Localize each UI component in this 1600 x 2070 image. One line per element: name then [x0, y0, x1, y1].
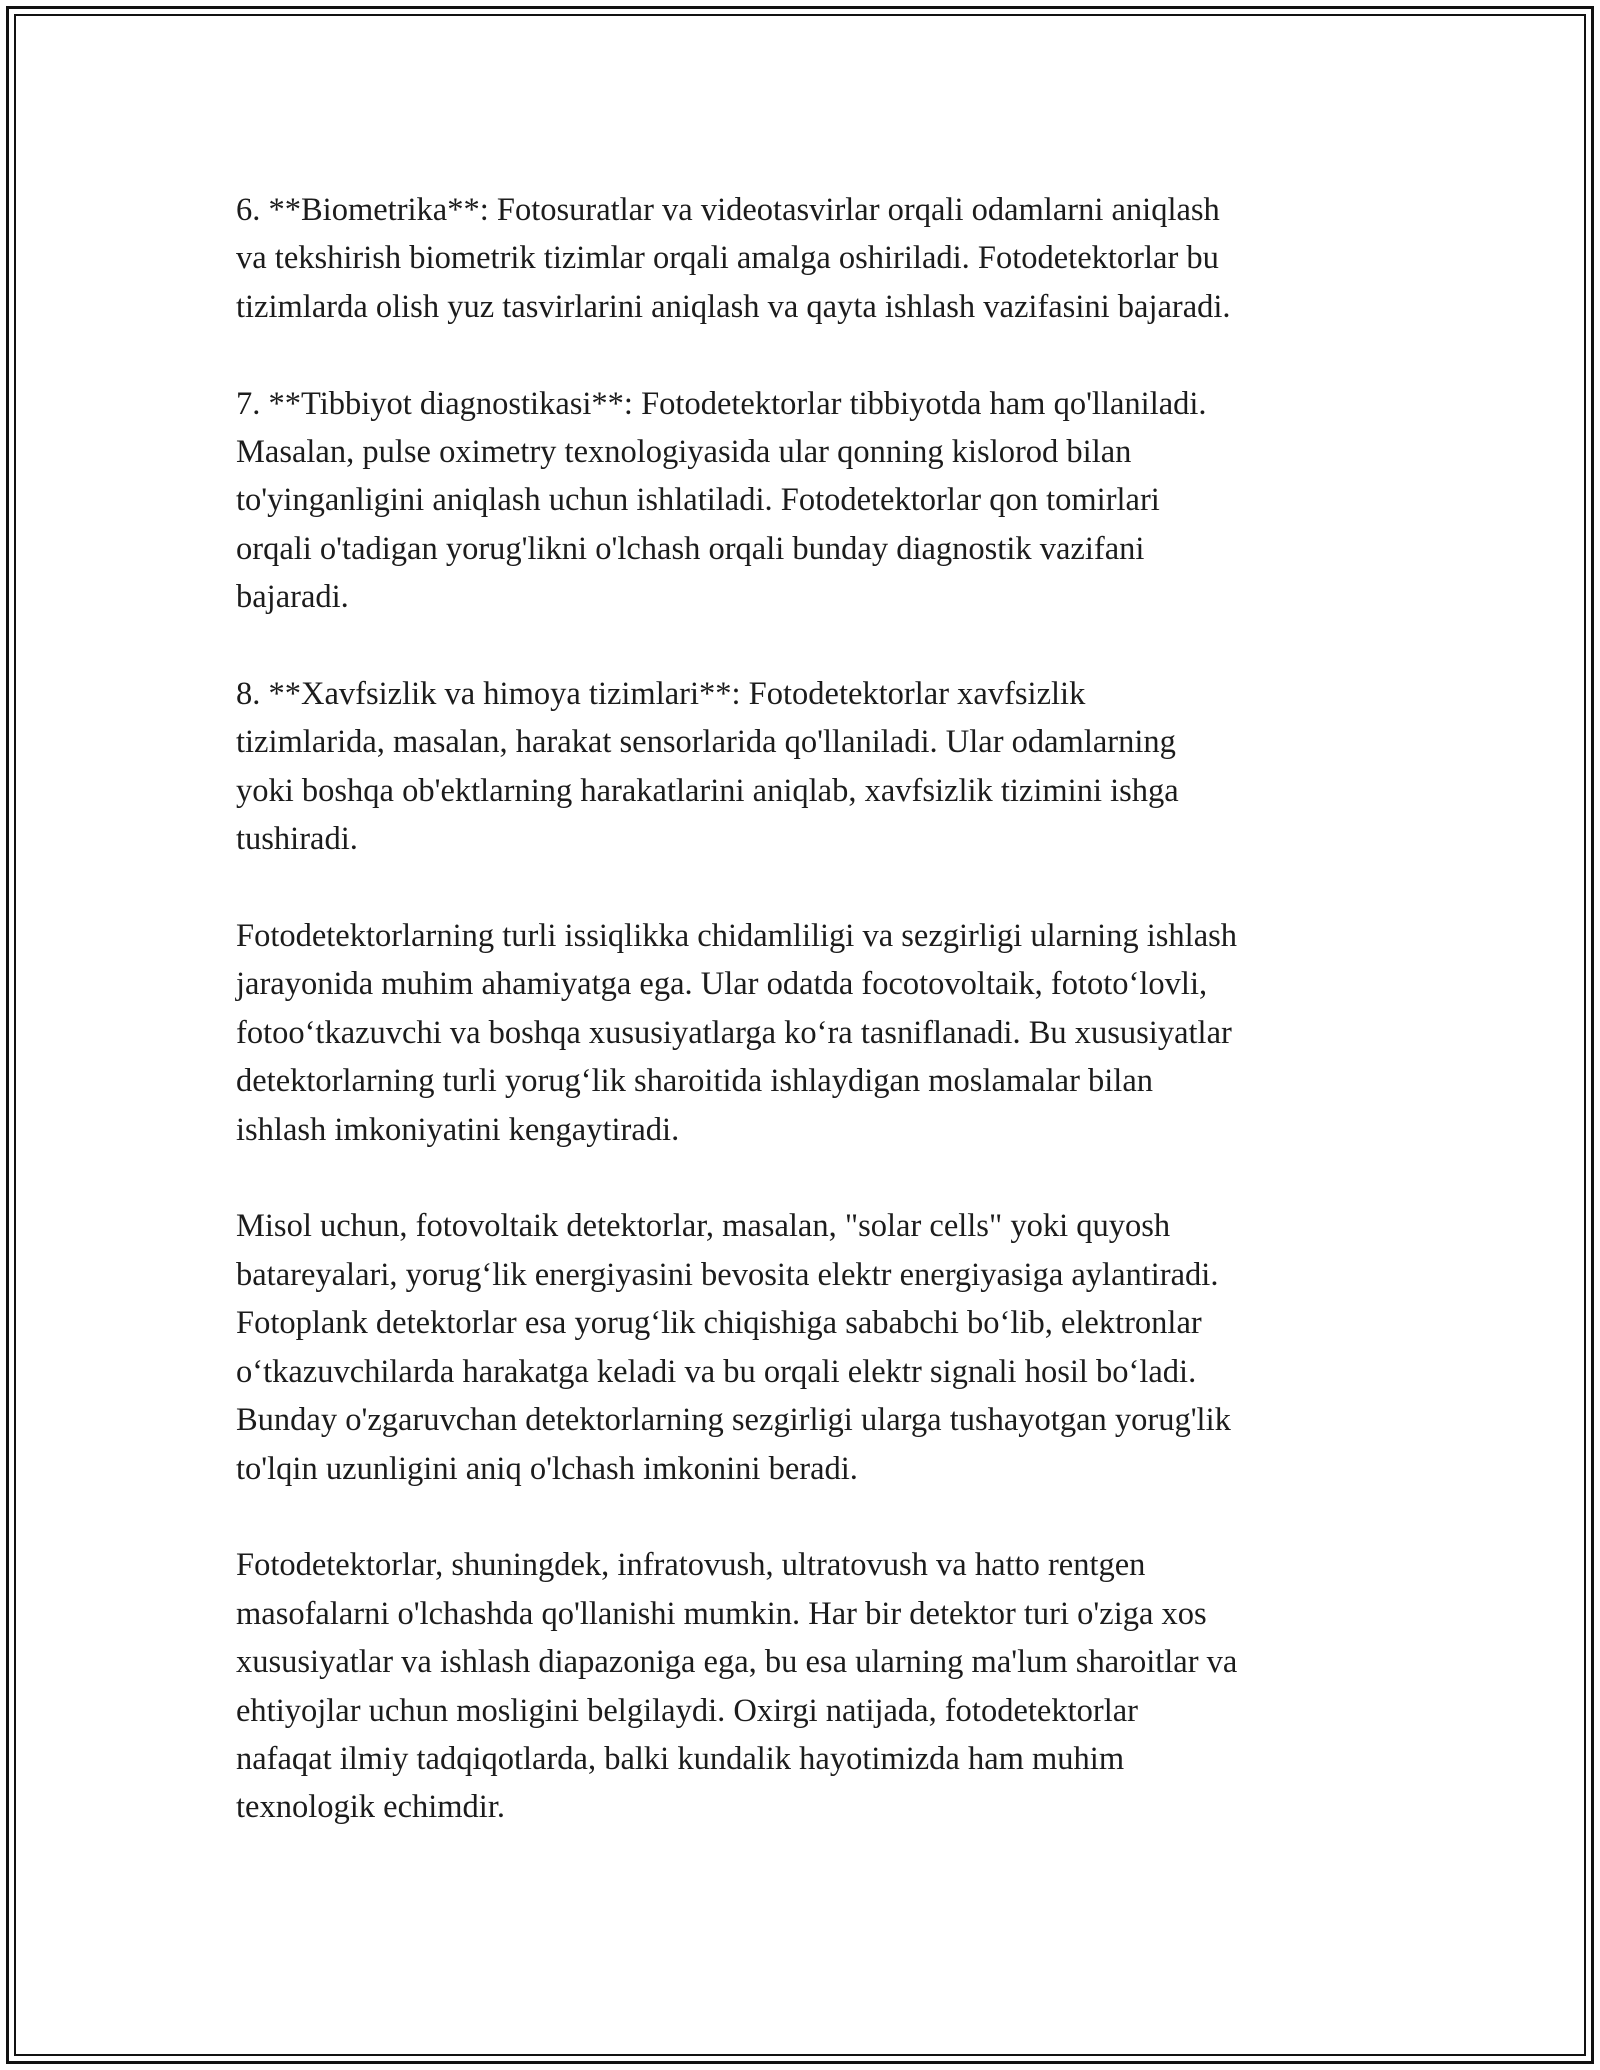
text-line: ishlash imkoniyatini kengaytiradi. [236, 1111, 680, 1148]
paragraph-tibbiyot [236, 380, 1376, 622]
text-line: tizimlarida, masalan, harakat sensorlarida qo'llaniladi. Ular odamlarning [236, 724, 1176, 761]
paragraph-xulosa [236, 1541, 1376, 1831]
text-line: to'yinganligini aniqlash uchun ishlatiladi. Fotodetektorlar qon tomirlari [236, 482, 1160, 519]
text-line: Fotodetektorlar, shuningdek, infratovush, ultratovush va hatto rentgen [236, 1547, 1146, 1584]
text-line: bajaradi. [236, 579, 349, 616]
text-line: yoki boshqa ob'ektlarning harakatlarini aniqlab, xavfsizlik tizimini ishga [236, 772, 1179, 809]
paragraph-biometrika [236, 186, 1376, 331]
text-line: orqali o'tadigan yorug'likni o'lchash orqali bunday diagnostik vazifani [236, 530, 1145, 567]
paragraph-misol [236, 1202, 1376, 1492]
text-line: detektorlarning turli yorug‘lik sharoitida ishlaydigan moslamalar bilan [236, 1063, 1153, 1100]
text-line: o‘tkazuvchilarda harakatga keladi va bu orqali elektr signali hosil bo‘ladi. [236, 1353, 1197, 1390]
text-line: Bunday o'zgaruvchan detektorlarning sezgirligi ularga tushayotgan yorug'lik [236, 1402, 1231, 1439]
text-line: Masalan, pulse oximetry texnologiyasida ular qonning kislorod bilan [236, 434, 1132, 471]
text-line: texnologik echimdir. [236, 1789, 505, 1826]
text-line: xususiyatlar va ishlash diapazoniga ega, bu esa ularning ma'lum sharoitlar va [236, 1644, 1238, 1681]
paragraph-xavfsizlik [236, 670, 1376, 864]
text-line: batareyalari, yorug‘lik energiyasini bevosita elektr energiyasiga aylantiradi. [236, 1256, 1219, 1293]
text-line: nafaqat ilmiy tadqiqotlarda, balki kundalik hayotimizda ham muhim [236, 1740, 1125, 1777]
text-line: fotoo‘tkazuvchi va boshqa xususiyatlarga ko‘ra tasniflanadi. Bu xususiyatlar [236, 1014, 1232, 1051]
text-line: 6. **Biometrika**: Fotosuratlar va videotasvirlar orqali odamlarni aniqlash [236, 192, 1220, 228]
text-line: tushiradi. [236, 821, 358, 858]
text-line: ehtiyojlar uchun mosligini belgilaydi. Oxirgi natijada, fotodetektorlar [236, 1692, 1138, 1729]
text-line: 8. **Xavfsizlik va himoya tizimlari**: Fotodetektorlar xavfsizlik [236, 676, 1086, 713]
text-line: jarayonida muhim ahamiyatga ega. Ular odatda focotovoltaik, fototo‘lovli, [236, 966, 1208, 1003]
text-line: tizimlarda olish yuz tasvirlarini aniqlash va qayta ishlash vazifasini bajaradi. [236, 288, 1231, 325]
text-line: va tekshirish biometrik tizimlar orqali amalga oshiriladi. Fotodetektorlar bu [236, 240, 1219, 277]
text-line: Fotodetektorlarning turli issiqlikka chidamliligi va sezgirligi ularning ishlash [236, 918, 1238, 955]
text-line: Fotoplank detektorlar esa yorug‘lik chiqishiga sababchi bo‘lib, elektronlar [236, 1305, 1202, 1342]
document-body [236, 186, 1376, 1880]
text-line: to'lqin uzunligini aniq o'lchash imkonini beradi. [236, 1450, 858, 1487]
text-line: masofalarni o'lchashda qo'llanishi mumkin. Har bir detektor turi o'ziga xos [236, 1595, 1207, 1632]
text-line: 7. **Tibbiyot diagnostikasi**: Fotodetektorlar tibbiyotda ham qo'llaniladi. [236, 385, 1207, 422]
paragraph-xususiyatlar [236, 912, 1376, 1154]
text-line: Misol uchun, fotovoltaik detektorlar, masalan, "solar cells" yoki quyosh [236, 1208, 1171, 1245]
